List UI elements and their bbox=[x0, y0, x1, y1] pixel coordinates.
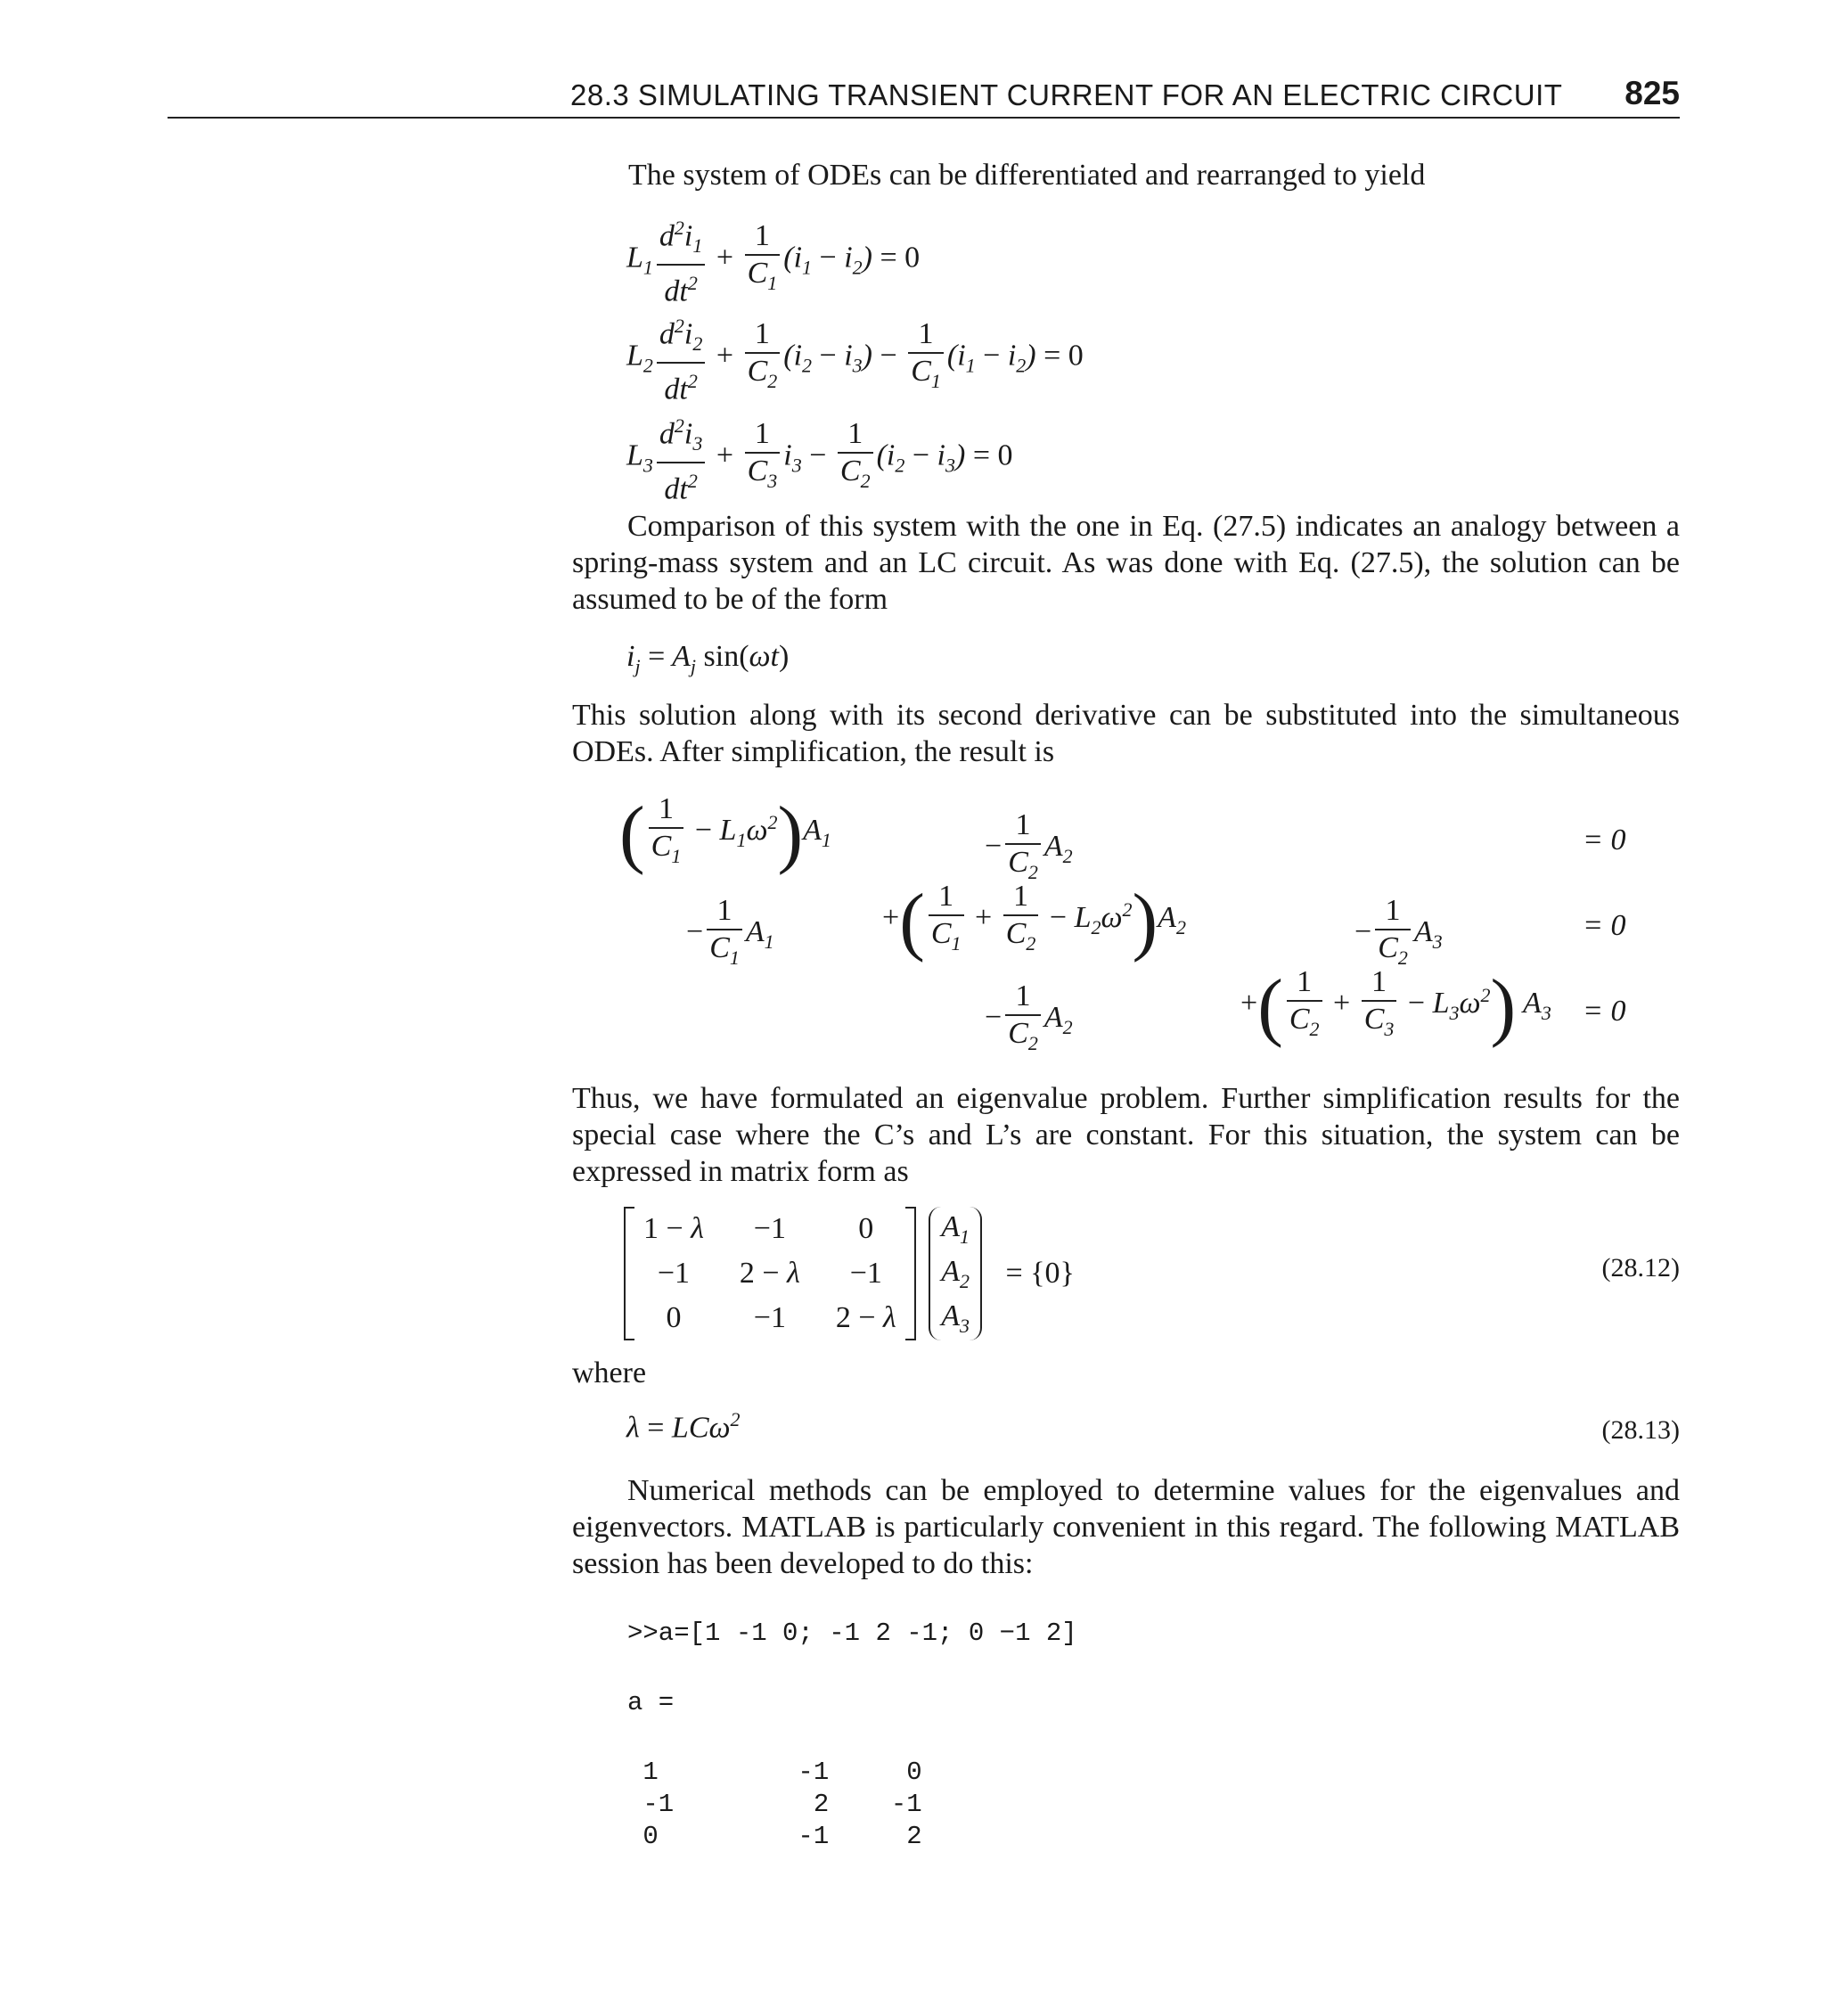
coefficient-matrix: 1 − λ −1 0 −1 2 − λ −1 0 −1 2 − λ bbox=[624, 1207, 916, 1340]
eigen-row-2-term-1: − $\frac{1}{C_1}$ $A_1$ bbox=[686, 894, 774, 969]
eigen-row-2-term-3: − $\frac{1}{C_2}$ $A_3$ bbox=[1354, 894, 1443, 969]
ode-equation-2: $L_2$ $\frac{d^2i_2}{dt^2}$ + $\frac{1}{C_2}$ $(i_2 - i_3)$ − $\frac{1}{C_1}$ $(i_1 - i_2) = 0$ bbox=[626, 308, 1084, 407]
paragraph-where: where bbox=[572, 1356, 647, 1389]
equation-number-28-12: (28.12) bbox=[1601, 1253, 1680, 1283]
matlab-output-label: a = bbox=[627, 1688, 675, 1717]
paragraph-comparison: Comparison of this system with the one in Eq. (27.5) indicates an analogy between a spring-mass system and an LC circuit. As was done with Eq. (27.5), the solution can be assumed to be of the form bbox=[572, 510, 1680, 616]
eigen-row-3-rhs: = 0 bbox=[1583, 995, 1626, 1028]
page-number: 825 bbox=[1624, 75, 1680, 111]
paragraph-numerical-methods: Numerical methods can be employed to determine values for the eigenvalues and eigenvectors. MATLAB is particularly convenient in this regard. The following MATLAB session has been developed to do this: bbox=[572, 1474, 1680, 1580]
matlab-output-row: 0 -1 2 bbox=[627, 1822, 922, 1851]
eigen-row-3-term-1: − $\frac{1}{C_2}$ $A_2$ bbox=[985, 979, 1073, 1054]
matlab-output-row: -1 2 -1 bbox=[627, 1790, 922, 1819]
eigen-row-3-term-2: +( $\frac{1}{C_2}$ + $\frac{1}{C_3}$ − $L_3\omega^2$) $A_3$ bbox=[1240, 963, 1551, 1049]
paragraph-intro: The system of ODEs can be differentiated and rearranged to yield bbox=[628, 159, 1426, 192]
eigen-row-1-term-2: − $\frac{1}{C_2}$ $A_2$ bbox=[985, 808, 1073, 883]
amplitude-vector: $A_1$ $A_2$ $A_3$ bbox=[929, 1207, 982, 1340]
matlab-output-row: 1 -1 0 bbox=[627, 1758, 922, 1787]
paragraph-eigenvalue-problem: Thus, we have formulated an eigenvalue problem. Further simplification results for the special case where the C’s and L’s are constant. For this situation, the system can be expressed in matrix form as bbox=[572, 1082, 1680, 1188]
eigen-row-2-term-2: +( $\frac{1}{C_1}$ + $\frac{1}{C_2}$ − $L_2\omega^2)A_2$ bbox=[882, 877, 1186, 963]
equation-number-28-13: (28.13) bbox=[1601, 1415, 1680, 1445]
section-title: 28.3 SIMULATING TRANSIENT CURRENT FOR AN ELECTRIC CIRCUIT bbox=[570, 78, 1563, 111]
matlab-command: >>a=[1 -1 0; -1 2 -1; 0 −1 2] bbox=[627, 1619, 1077, 1648]
matrix-equation bbox=[624, 1207, 1075, 1340]
ode-equation-3: $L_3$ $\frac{d^2i_3}{dt^2}$ + $\frac{1}{C_3}$ $i_3$ − $\frac{1}{C_2}$ $(i_2 - i_3) = 0$ bbox=[626, 408, 1013, 507]
eigen-row-1-term-1: ( $\frac{1}{C_1}$ − $L_1\omega^2)A_1$ bbox=[619, 790, 831, 876]
ode-equation-1: $L_1$ $\frac{d^2i_1}{dt^2}$ + $\frac{1}{C_1}$ $(i_1 - i_2) = 0$ bbox=[626, 210, 920, 309]
lambda-definition-equation: λ = LCω$^2$ bbox=[626, 1408, 741, 1445]
header-rule bbox=[168, 117, 1680, 119]
matrix-rhs: = {0} bbox=[1005, 1257, 1075, 1290]
solution-form-equation: $i_j = A_j$ sin(ωt) bbox=[626, 640, 790, 677]
eigen-row-2-rhs: = 0 bbox=[1583, 909, 1626, 942]
eigen-row-1-rhs: = 0 bbox=[1583, 824, 1626, 856]
paragraph-substitution: This solution along with its second derivative can be substituted into the simultaneous ODEs. After simplification, the result is bbox=[572, 699, 1680, 768]
